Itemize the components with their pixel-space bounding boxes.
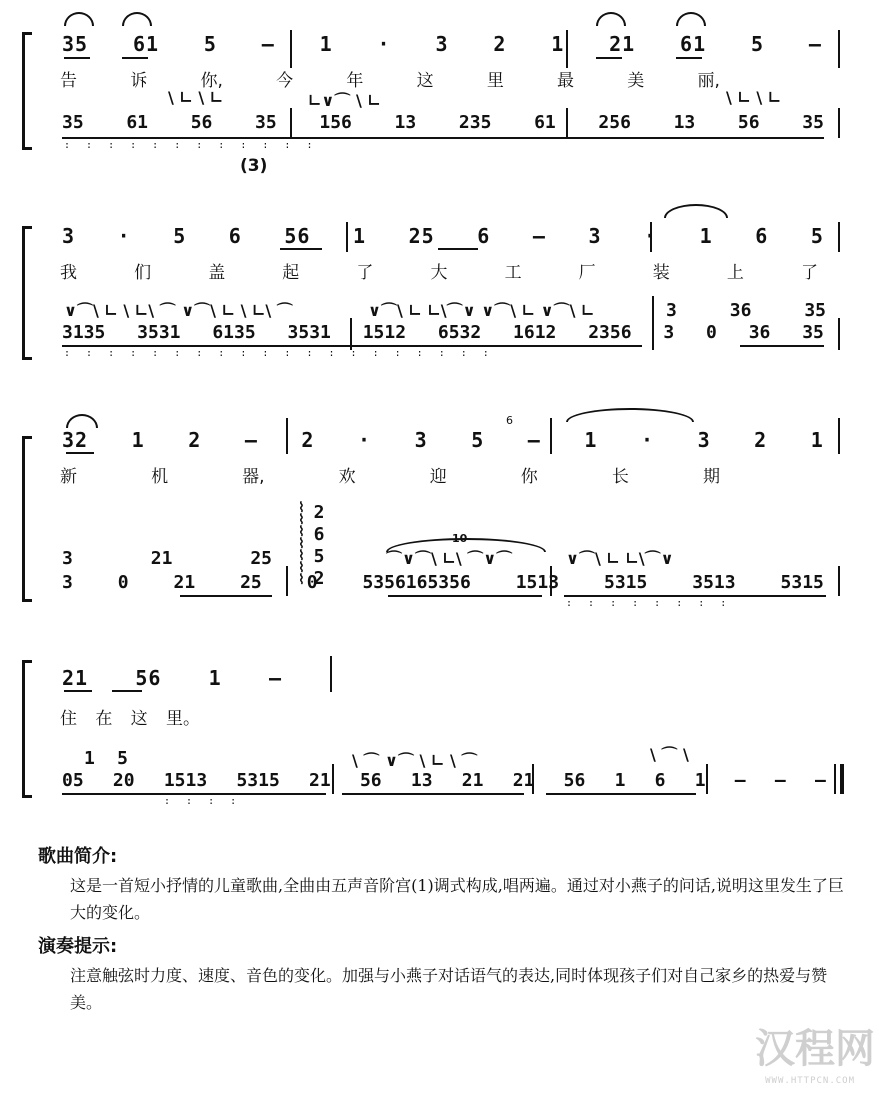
lyric: 厂 [578,263,596,283]
note: 35 [802,112,824,133]
note: 25 [240,572,262,593]
note: 3 [588,224,602,248]
note: 25 [408,224,435,248]
octave-dots: : : : : : : : : : : : : : : : : : : : : [64,348,494,359]
system-bracket [22,436,32,602]
intro-text: 这是一首短小抒情的儿童歌曲,全曲由五声音阶宫(1)调式构成,唱两遍。通过对小燕子的问话,说明这里发生了巨大的变化。 [70,876,844,922]
note: 3 [62,224,76,248]
underline [740,345,824,347]
ornament-marks: \ ⌒ \ [650,745,689,764]
note: 21 [512,770,535,791]
lyric: 装 [652,263,670,283]
underline [564,595,826,597]
lyric: 了 [800,263,818,283]
note: 6 [477,224,491,248]
note: 21 [62,666,89,690]
accompaniment-line [62,770,826,791]
note: 05 [62,770,84,791]
note: 3531 [137,322,181,343]
lyric: 告 [60,71,77,91]
lyric: 这 [416,71,434,91]
note: 156 [319,112,352,133]
ornament-marks: ∨⌒\ ∟ ∟\⌒∨ ∨⌒\ ∟ ∨⌒\ ∟ [368,301,595,320]
ornament-marks: \ ⌒ ∨⌒ \ ∟ \ ⌒ [352,751,478,770]
lyric: 盖 [208,263,226,283]
note: 6 [313,524,325,545]
underline [676,57,702,59]
note: 6 [228,224,242,248]
note: · [640,428,655,452]
note: 6 [654,770,666,791]
note: 5 [203,32,217,56]
note: 21 [309,770,331,791]
lyric: 机 [151,467,169,487]
tuplet-number: 10 [452,532,468,545]
note: 1 [614,770,626,791]
note: 2 [301,428,315,452]
note: 56 [563,770,586,791]
note: 0 [706,322,717,343]
underline [112,690,142,692]
system-bracket [22,226,32,360]
note: 5356165356 [362,572,471,593]
note: · [358,428,372,452]
melody-line [62,666,282,690]
underline [280,248,322,250]
note: 35 [62,32,89,56]
note: – [532,224,546,248]
note: · [377,32,391,56]
arpeggio-mark: ⌇ ⌇ ⌇ ⌇ ⌇ ⌇ ⌇ [298,500,305,588]
lyric: 我 [60,263,77,283]
slur [676,12,706,26]
barline [838,318,840,350]
note: 61 [126,112,149,133]
note: 3 [62,548,73,569]
ornament-marks: \ ∟ \ ∟ [726,88,782,107]
note: 56 [284,224,311,248]
note: 2 [313,568,325,589]
note: 1 [551,32,565,56]
note: 3135 [62,322,106,343]
note: 6 [755,224,769,248]
system-bracket [22,660,32,798]
note: 2 [188,428,202,452]
note: 35 [255,112,277,133]
lyric: 欢 [338,467,356,487]
octave-dots: : : : : : : : : [566,598,732,609]
accompaniment-line [62,112,824,133]
note: 21 [609,32,636,56]
note: 1512 [362,322,407,343]
lyric: 工 [504,263,522,283]
lyric: 你 [520,467,538,487]
note: – [261,32,275,56]
intro-title: 歌曲简介: [38,846,118,867]
ornament-marks: ⌒∨⌒\ ∟\ ⌒∨⌒ [386,549,513,568]
note: 1 [694,770,706,791]
barline [838,108,840,138]
phrase-marker: (3) [240,156,268,176]
system-bracket [22,32,32,150]
final-barline [840,764,844,794]
barline [838,566,840,596]
note: 1 [699,224,713,248]
accompaniment-upper [666,300,826,321]
note: 2 [493,32,507,56]
underline [62,793,326,795]
lyrics-line [60,258,818,283]
note: 1 [84,748,95,769]
note: – [808,32,822,56]
accompaniment-line [62,572,824,593]
watermark-logo: 汉程网 [755,1026,875,1072]
note: 25 [250,548,272,569]
lyric: 美 [627,71,645,91]
accompaniment-line [62,322,824,343]
final-barline [834,764,836,794]
ornament-marks: ∟∨⌒ \ ∟ [308,91,381,110]
lyric: 这 [130,709,148,729]
note: 21 [173,572,196,593]
note: – [527,428,541,452]
lyric: 里。 [165,709,200,729]
underline [546,793,696,795]
note: 61 [680,32,707,56]
lyric: 了 [356,263,374,283]
underline [180,595,272,597]
underline [66,452,94,454]
note: 35 [802,322,824,343]
slur [664,204,728,218]
lyric: 起 [282,263,300,283]
note: 1 [208,666,222,690]
note: – [774,770,786,791]
lyric: 新 [60,467,77,487]
note: 13 [394,112,417,133]
note: 36 [748,322,771,343]
note: 0 [306,572,318,593]
lyric: 丽, [697,71,720,91]
octave-dots: : : : : : : : : : : : : [64,140,318,151]
barline [838,418,840,454]
lyric: 今 [276,71,294,91]
note: 5 [810,224,824,248]
note: 56 [135,666,162,690]
note: 5 [471,428,485,452]
slur [122,12,152,26]
underline [438,248,478,250]
note: – [814,770,826,791]
note: 5 [117,748,128,769]
underline [64,690,92,692]
note: 3 [414,428,428,452]
note: 5315 [780,572,824,593]
note: 3 [663,322,675,343]
note: 6135 [212,322,256,343]
melody-line [62,428,824,452]
melody-line [62,224,824,248]
lyrics-line [60,462,720,487]
lyric: 里 [486,71,504,91]
barline [838,222,840,252]
underline [342,793,524,795]
note: · [644,224,658,248]
note: 2356 [588,322,632,343]
lyric: 期 [702,467,720,487]
note: 1612 [513,322,557,343]
note: · [117,224,131,248]
note: 2 [313,502,325,523]
note: 61 [534,112,556,133]
note: 5 [313,546,325,567]
note: 20 [112,770,135,791]
underline [122,57,148,59]
note: 21 [461,770,484,791]
underline [388,595,542,597]
ornament-marks: ∨⌒\ ∟ ∟\⌒∨ [566,549,674,568]
accompaniment-upper [84,748,128,769]
underline [62,345,642,347]
lyrics-line [60,66,720,91]
lyric: 长 [611,467,629,487]
ornament-marks: \ ∟ \ ∟ [168,88,224,107]
note: 56 [359,770,382,791]
note: 1 [319,32,333,56]
note: 1 [131,428,145,452]
lyric: 最 [557,71,575,91]
slur [596,12,626,26]
note: 13 [673,112,696,133]
ornament-marks: ∨⌒\ ∟ \ ∟\ ⌒ ∨⌒\ ∟ \ ∟\ ⌒ [64,301,293,320]
note: – [734,770,746,791]
note: – [268,666,282,690]
lyric: 大 [430,263,448,283]
note: 0 [117,572,129,593]
note: 1 [810,428,824,452]
lyrics-line [60,704,200,729]
lyric: 住 [60,709,77,729]
underline [596,57,622,59]
note: 5315 [236,770,280,791]
note: 3 [62,572,73,593]
note: 256 [598,112,631,133]
note: 3 [697,428,711,452]
underline [64,57,90,59]
note: 61 [132,32,160,56]
note: 235 [458,112,492,133]
note: 6532 [437,322,482,343]
note: 1 [353,224,367,248]
lyric: 们 [134,263,152,283]
tips-title: 演奏提示: [38,936,118,957]
barline [330,656,332,692]
watermark-url: WWW.HTTPCN.COM [765,1076,855,1086]
underline [62,137,824,139]
note: 56 [737,112,760,133]
note: 3513 [692,572,736,593]
note: 21 [150,548,173,569]
note: 35 [62,112,84,133]
note: 2 [754,428,768,452]
tips-text: 注意触弦时力度、速度、音色的变化。加强与小燕子对话语气的表达,同时体现孩子们对自己家乡的热爱与赞美。 [70,966,828,1012]
note: 13 [410,770,433,791]
fingering-mark: 6 [506,414,513,427]
note: 36 [729,300,752,321]
lyric: 器, [242,467,265,487]
note: – [244,428,258,452]
note: 1513 [163,770,208,791]
note: 1513 [515,572,560,593]
lyric: 你, [200,71,223,91]
lyric: 迎 [429,467,447,487]
octave-dots: : : : : [164,796,242,807]
slur [566,408,694,422]
note: 32 [62,428,89,452]
lyric: 年 [346,71,364,91]
note: 56 [190,112,213,133]
note: 3 [435,32,449,56]
accompaniment-upper [62,548,272,569]
note: 35 [804,300,826,321]
barline [838,30,840,68]
note: 1 [584,428,598,452]
note: 3 [666,300,677,321]
melody-line [62,32,822,56]
lyric: 诉 [130,71,148,91]
lyric: 上 [726,263,744,283]
lyric: 在 [95,709,113,729]
slur [64,12,94,26]
note: 3531 [287,322,331,343]
slur [66,414,98,428]
note: 5 [750,32,765,56]
note: 5 [173,224,187,248]
note: 5315 [603,572,648,593]
